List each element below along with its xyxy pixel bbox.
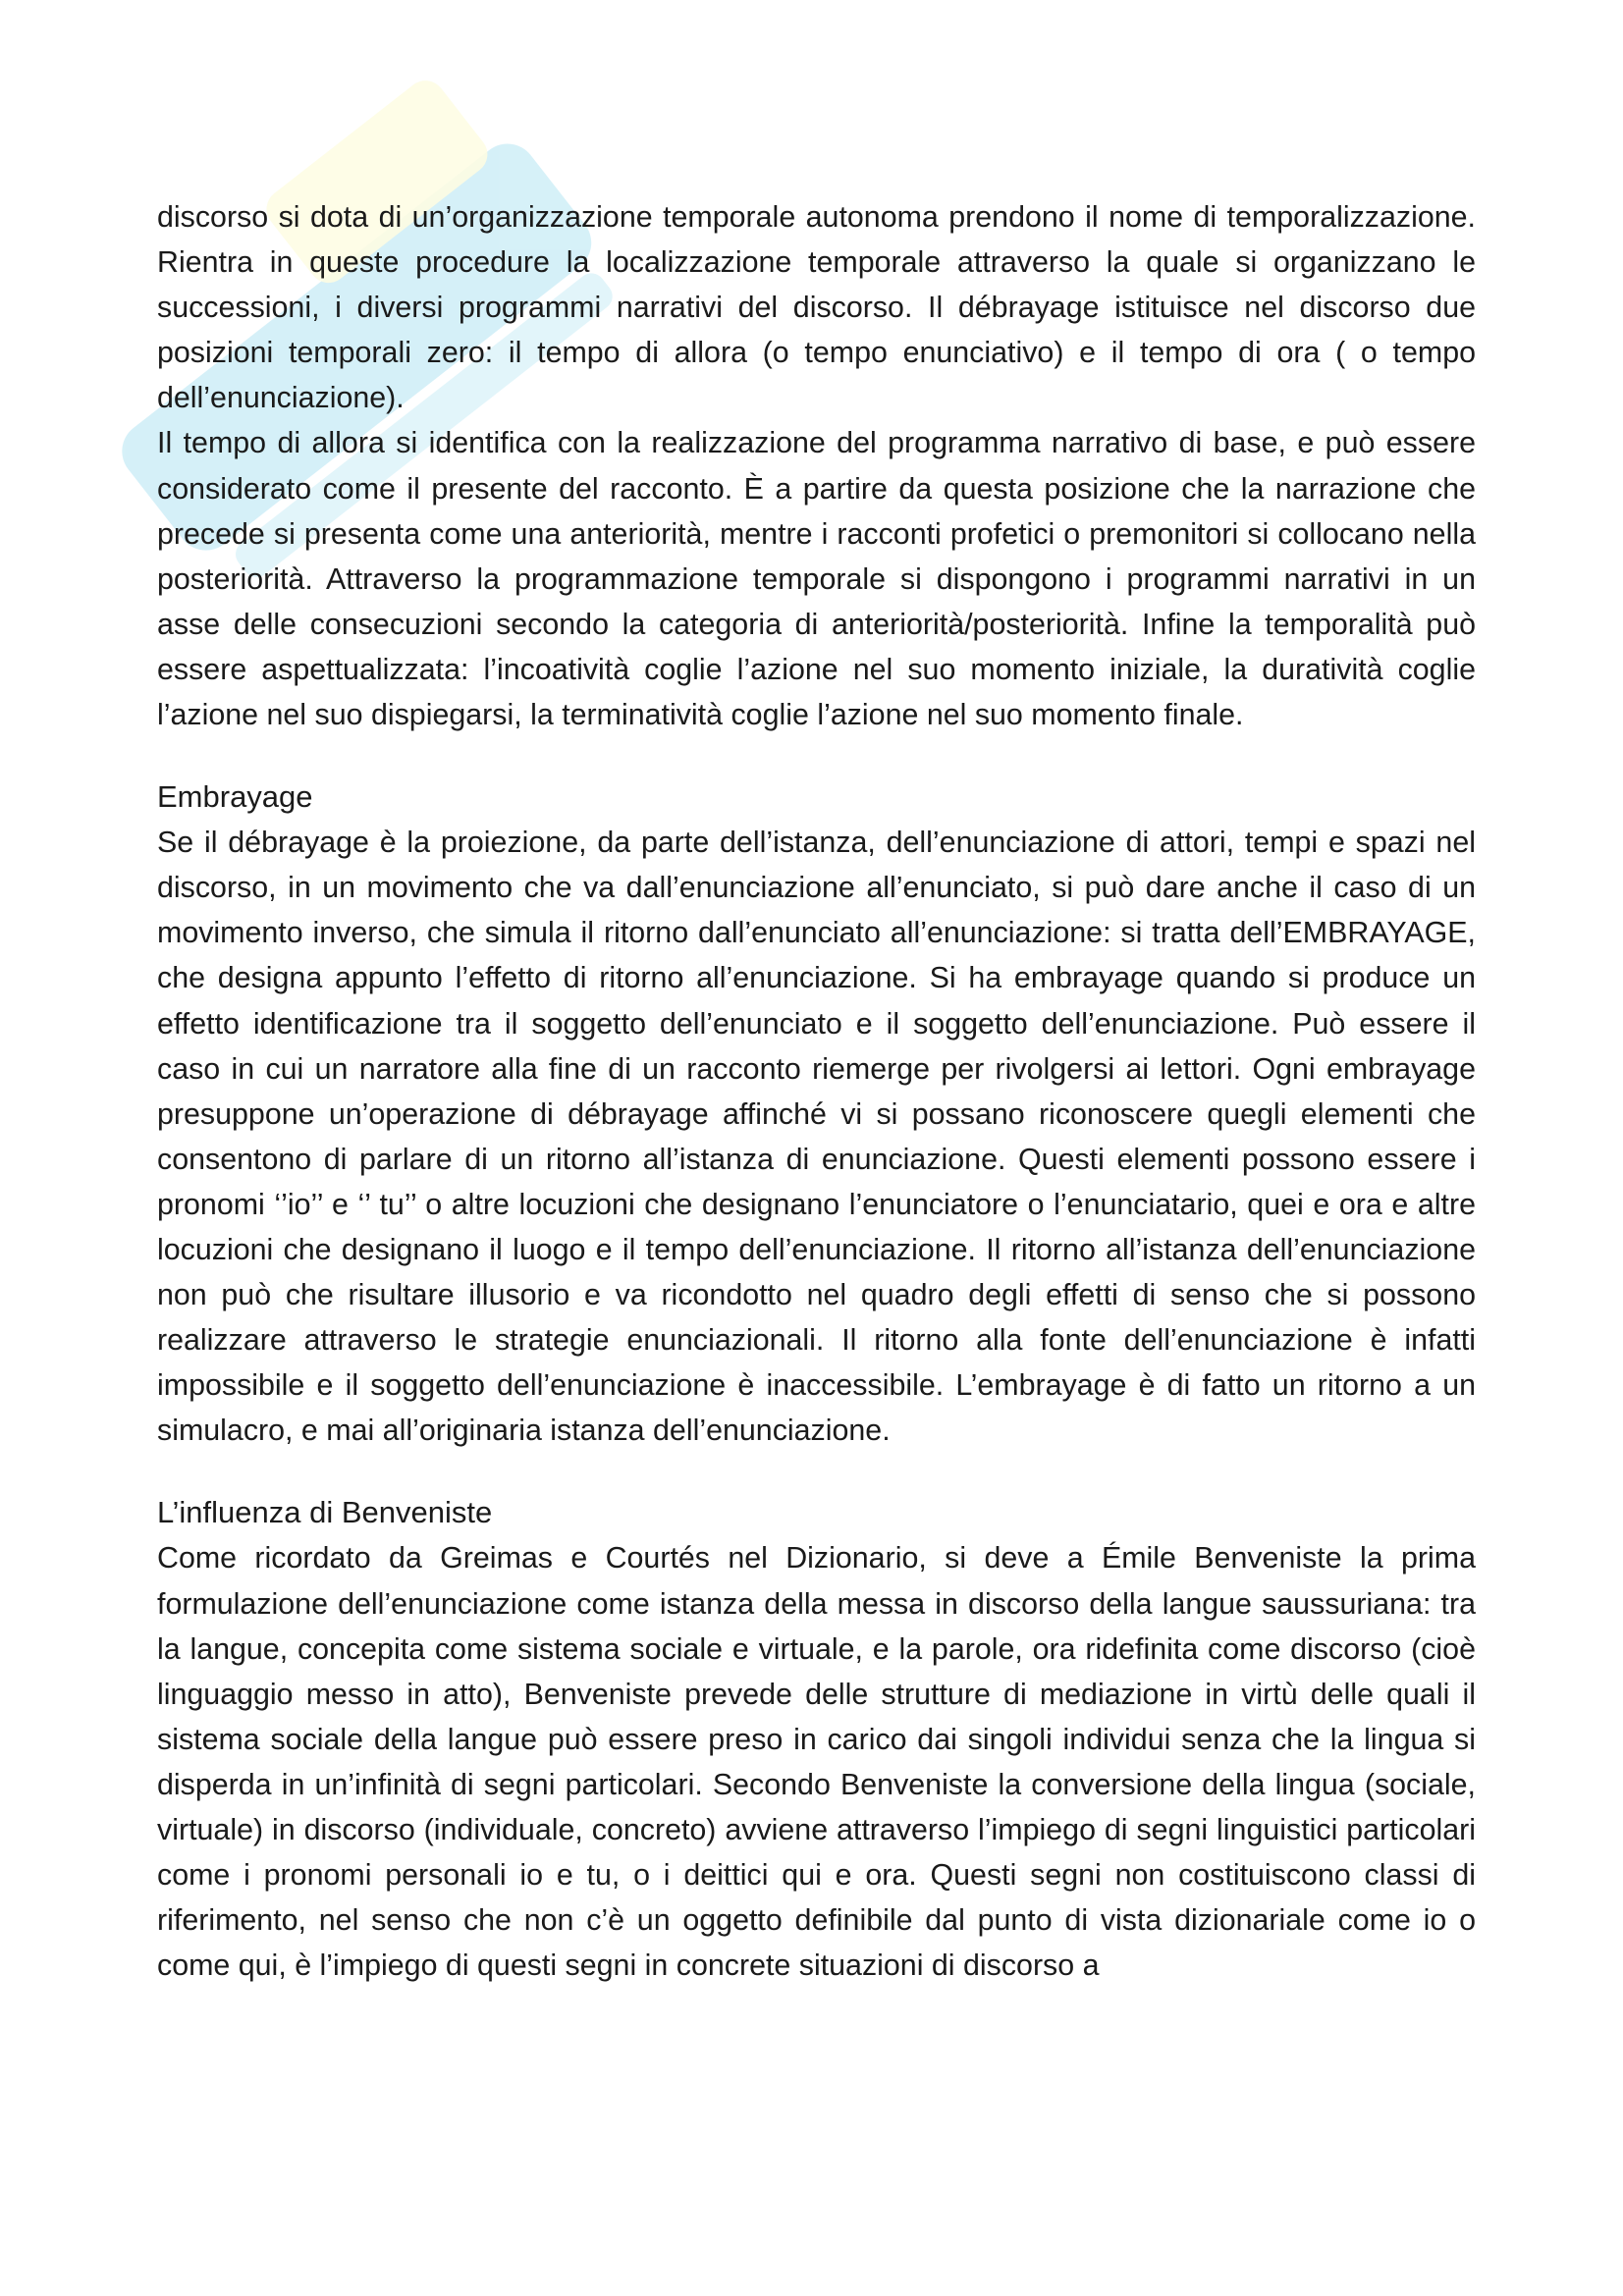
paragraph-benveniste: Come ricordato da Greimas e Courtés nel Dizionario, si deve a Émile Benveniste la prima formulazione dell’enunciazione come istanza della messa in discorso della langue saussuriana: tra la langue, concepita come sistema sociale e virtuale, e la parole, ora ridefinita come discorso (cioè linguaggio messo in atto), Benveniste prevede delle strutture di mediazione in virtù delle quali il sistema sociale della langue può essere preso in carico dai singoli individui senza che la lingua si disperda in un’infinità di segni particolari. Secondo Benveniste la conversione della lingua (sociale, virtuale) in discorso (individuale, concreto) avviene attraverso l’impiego di segni linguistici particolari come i pronomi personali io e tu, o i deittici qui e ora. Questi segni non costituiscono classi di riferimento, nel senso che non c’è un oggetto definibile dal punto di vista dizionariale come io o come qui, è l’impiego di questi segni in concrete situazioni di discorso a	[157, 1541, 1476, 1983]
heading-benveniste: L’influenza di Benveniste	[157, 1495, 493, 1530]
heading-embrayage: Embrayage	[157, 779, 313, 815]
document-page	[157, 194, 1476, 1988]
paragraph-tempo-di-allora: Il tempo di allora si identifica con la realizzazione del programma narrativo di base, e può essere considerato come il presente del racconto. È a partire da questa posizione che la narrazione che precede si presenta come una anteriorità, mentre i racconti profetici o premonitori si collocano nella posteriorità. Attraverso la programmazione temporale si dispongono i programmi narrativi in un asse delle consecuzioni secondo la categoria di anteriorità/posteriorità. Infine la temporalità può essere aspettualizzata: l’incoatività coglie l’azione nel suo momento iniziale, la duratività coglie l’azione nel suo dispiegarsi, la terminatività coglie l’azione nel suo momento finale.	[157, 426, 1476, 732]
paragraph-embrayage: Se il débrayage è la proiezione, da parte dell’istanza, dell’enunciazione di attori, tempi e spazi nel discorso, in un movimento che va dall’enunciazione all’enunciato, si può dare anche il caso di un movimento inverso, che simula il ritorno dall’enunciato all’enunciazione: si tratta dell’EMBRAYAGE, che designa appunto l’effetto di ritorno all’enunciazione. Si ha embrayage quando si produce un effetto identificazione tra il soggetto dell’enunciato e il soggetto dell’enunciazione. Può essere il caso in cui un narratore alla fine di un racconto riemerge per rivolgersi ai lettori. Ogni embrayage presuppone un’operazione di débrayage affinché vi si possano riconoscere quegli elementi che consentono di parlare di un ritorno all’istanza di enunciazione. Questi elementi possono essere i pronomi ‘’io’’ e ‘’ tu’’ o altre locuzioni che designano l’enunciatore o l’enunciatario, quei e ora e altre locuzioni che designano il luogo e il tempo dell’enunciazione. Il ritorno all’istanza dell’enunciazione non può che risultare illusorio e va ricondotto nel quadro degli effetti di senso che si possono realizzare attraverso le strategie enunciazionali. Il ritorno alla fonte dell’enunciazione è infatti impossibile e il soggetto dell’enunciazione è inaccessibile. L’embrayage è di fatto un ritorno a un simulacro, e mai all’originaria istanza dell’enunciazione.	[157, 826, 1476, 1448]
paragraph-temporalizzazione: discorso si dota di un’organizzazione temporale autonoma prendono il nome di temporalizzazione. Rientra in queste procedure la localizzazione temporale attraverso la quale si organizzano le successioni, i diversi programmi narrativi del discorso. Il débrayage istituisce nel discorso due posizioni temporali zero: il tempo di allora (o tempo enunciativo) e il tempo di ora ( o tempo dell’enunciazione).	[157, 200, 1476, 415]
